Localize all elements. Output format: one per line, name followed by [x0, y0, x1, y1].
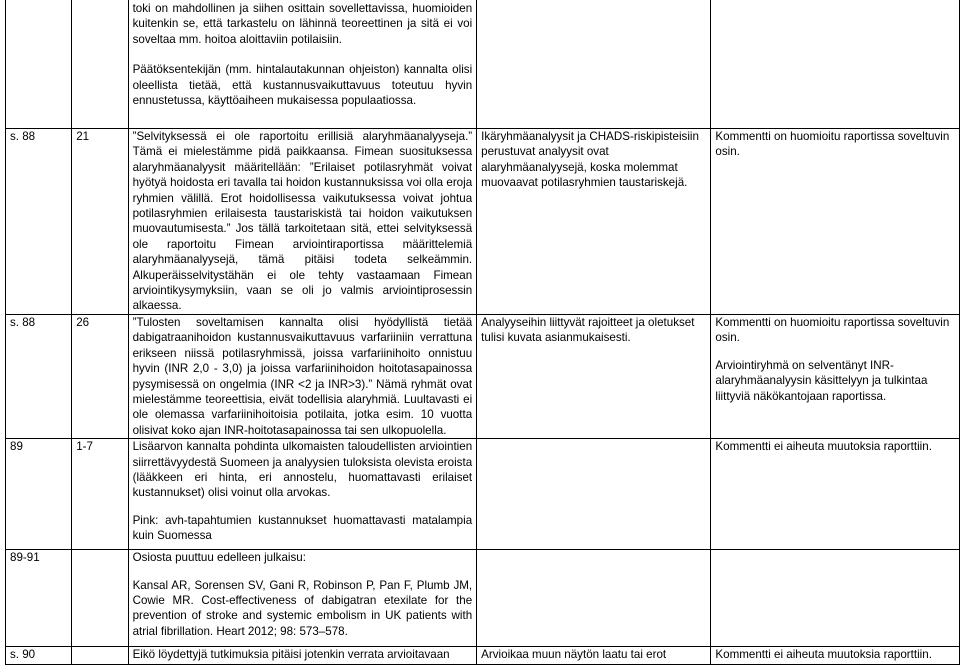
paragraph: toki on mahdollinen ja siihen osittain sovellettavissa, huomioiden kuitenkin se, että tarkastelu on lähinnä teoreettinen ja sitä ei voi soveltaa mm. hoitoa aloittaviin potilaisiin.: [132, 2, 473, 46]
response-cell: [477, 0, 711, 129]
paragraph: Arviointiryhmä on selventänyt INR-alaryhmäanalyysin käsittelyyn ja tulkintaa liittyviä näkökantojaan raportissa.: [715, 358, 928, 403]
response-cell: [477, 439, 711, 550]
num-cell: 1-7: [72, 439, 128, 550]
ref-cell: [6, 0, 72, 129]
comment-cell: [711, 314, 960, 438]
ref-cell: s. 88: [6, 314, 72, 438]
response-cell: [477, 314, 711, 438]
paragraph: Kommentti on huomioitu raportissa soveltuvin osin.: [715, 315, 950, 345]
ref-cell: s. 88: [6, 129, 72, 315]
paragraph: Päätöksentekijän (mm. hintalautakunnan ohjeiston) kannalta olisi oleellista tietää, että kustannusvaikuttavuus toteutuu hyvin ennustetussa, käyttöaiheen mukaisessa populaatiossa.: [132, 63, 473, 108]
comment-cell: [711, 647, 960, 665]
response-cell: [477, 550, 711, 647]
ref-cell: 89: [6, 439, 72, 550]
num-cell: [72, 647, 128, 665]
paragraph: Kommentti ei aiheuta muutoksia raporttiin.: [715, 440, 932, 454]
text-cell: [128, 314, 477, 438]
paragraph: Kommentti on huomioitu raportissa soveltuvin osin.: [715, 130, 950, 159]
paragraph: Lisäarvon kannalta pohdinta ulkomaisten taloudellisten arviointien siirrettävyydestä Suomeen ja analyysien tuloksista olevista eroista (lääkkeen eri hinta, eri annostelu, huomattavasti erilaiset kustannukset) olisi voinut olla arvokas.: [132, 440, 473, 500]
comment-cell: [711, 129, 960, 315]
comment-cell: [711, 439, 960, 550]
text-cell: [128, 0, 477, 129]
response-cell: [477, 129, 711, 315]
paragraph: ”Tulosten soveltamisen kannalta olisi hyödyllistä tietää dabigatraanihoidon kustannusvaikuttavuus varfariiniin verrattuna erikseen niissä potilasryhmissä, joissa varfariinihoito onnistuu hyvin (INR 2,0 - 3,0) ja joissa varfariinihoidon hoitotasapainossa pysymisessä on ongelmia (INR <2 ja INR>3).” Nämä ryhmät ovat mielestämme teoreettisia, eivät todellisia alaryhmiä. Luultavasti ei ole olemassa varfariinihoitoisia potilaita, jotka esim. 10 vuotta olisivat koko ajan INR-hoitotasapainossa tai sen ulkopuolella.: [132, 315, 473, 437]
table-row: [6, 314, 960, 438]
comment-cell: [711, 0, 960, 129]
num-cell: 26: [72, 314, 128, 438]
paragraph: Eikö löydettyjä tutkimuksia pitäisi jotenkin verrata arvioitavaan: [132, 648, 450, 662]
table-row: [6, 439, 960, 550]
table-row: [6, 0, 960, 129]
table-row: [6, 129, 960, 315]
text-cell: [128, 550, 477, 647]
response-cell: [477, 647, 711, 665]
paragraph: Ikäryhmäanalyysit ja CHADS-riskipisteisiin perustuvat analyysit ovat alaryhmäanalyysejä, koska molemmat muovaavat potilasryhmien taustariskejä.: [481, 130, 699, 190]
ref-cell: 89-91: [6, 550, 72, 647]
paragraph: Pink: avh-tapahtumien kustannukset huomattavasti matalampia kuin Suomessa: [132, 513, 473, 543]
num-cell: 21: [72, 129, 128, 315]
comments-table: [5, 0, 960, 665]
paragraph: Kommentti ei aiheuta muutoksia raporttiin.: [715, 648, 932, 662]
paragraph: Arvioikaa muun näytön laatu tai erot: [481, 648, 667, 662]
table-row: [6, 647, 960, 665]
ref-cell: s. 90: [6, 647, 72, 665]
comment-cell: [711, 550, 960, 647]
table-row: [6, 550, 960, 647]
paragraph: Osiosta puuttuu edelleen julkaisu:: [132, 551, 306, 565]
num-cell: [72, 0, 128, 129]
text-cell: [128, 647, 477, 665]
num-cell: [72, 550, 128, 647]
paragraph: ”Selvityksessä ei ole raportoitu erillisiä alaryhmäanalyyseja.” Tämä ei mielestämme pidä paikkaansa. Fimean suosituksessa alaryhmäanalyysit määritellään: ”Erilaiset potilasryhmät voivat hyötyä hoidosta eri tavalla tai hoidon kustannuksissa voi olla eroja ryhmien välillä. Erot hoidollisessa vaikutuksessa voivat johtua potilasryhmien erilaisesta taustariskistä tai hoidon vaikutuksen muovautumisesta.” Jos tällä tarkoitetaan sitä, ettei selvityksessä ole raportoitu Fimean arviointiraportissa määrittelemiä alaryhmäanalyysejä, tämä pitäisi todeta selkeämmin. Alkuperäisselvitystähän ei ole tehty vastaamaan Fimean arviointikysymyksiin, vaan se oli jo valmis arviointiprosessin alkaessa.: [132, 130, 473, 313]
paragraph: Kansal AR, Sorensen SV, Gani R, Robinson P, Pan F, Plumb JM, Cowie MR. Cost-effectiveness of dabigatran etexilate for the prevention of stroke and systemic embolism in UK patients with atrial fibrillation. Heart 2012; 98: 573–578.: [132, 578, 473, 638]
text-cell: [128, 129, 477, 315]
paragraph: Analyyseihin liittyvät rajoitteet ja oletukset tulisi kuvata asianmukaisesti.: [481, 315, 695, 345]
text-cell: [128, 439, 477, 550]
